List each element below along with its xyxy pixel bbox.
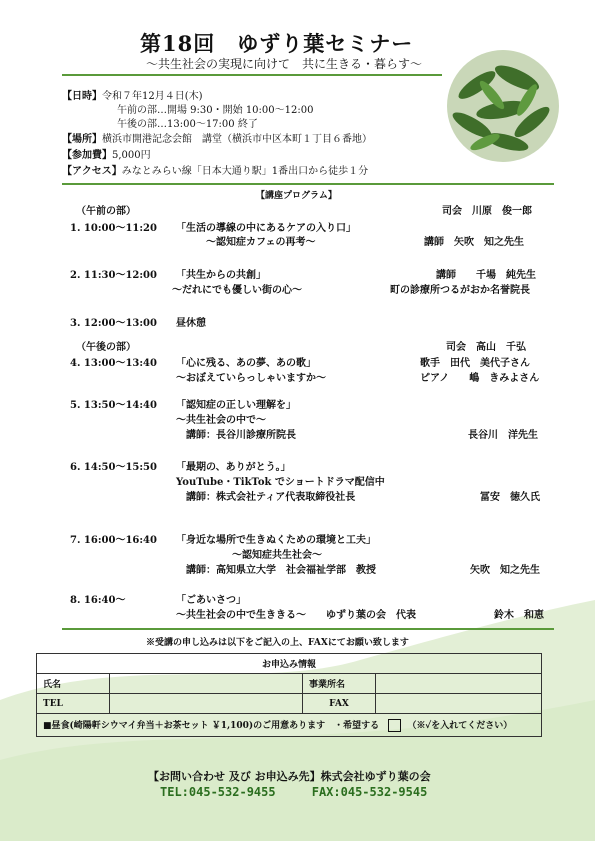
item-6-sub: YouTube・TikTok でショートドラマ配信中 [176,477,385,488]
lunch-row [37,714,542,737]
fee-row: 【参加費】5,000円 [62,150,151,161]
date-row: 【日時】令和７年12月４日(木) [62,91,203,102]
item-8-title: 「ごあいさつ」 [176,595,246,606]
item-5-sub: ～共生社会の中で～ [176,415,266,426]
fax-label: FAX [303,694,376,714]
item-8-speaker: 鈴木 和恵 [494,610,544,621]
page-subtitle: ～共生社会の実現に向けて 共に生きる・暮らす～ [146,57,423,71]
tel-field[interactable] [110,694,303,714]
name-label: 氏名 [37,674,110,694]
am-mc: 司会 川原 俊一郎 [442,206,532,217]
item-2-sub: ～だれにでも優しい街の心～ [172,285,302,296]
form-note: ※受講の申し込みは以下をご記入の上、FAXにてお願い致します [146,638,409,648]
item-6-lecturer: 講師：株式会社ティア代表取締役社長 [186,492,356,503]
item-3-title: 昼休憩 [176,318,206,329]
pm-label: （午後の部） [76,342,136,353]
place-row: 【場所】横浜市開港記念会館 講堂（横浜市中区本町１丁目６番地） [62,134,372,145]
office-label: 事業所名 [303,674,376,694]
item-6-title: 「最期の、ありがとう。」 [176,462,291,473]
lunch-check-note: （※✓を入れてください） [407,721,513,731]
item-5-speaker: 長谷川 洋先生 [468,430,538,441]
item-2-affiliation: 町の診療所つるがおか名誉院長 [390,285,530,296]
pm-mc: 司会 高山 千弘 [446,342,526,353]
contact-tel: TEL:045-532-9455 [160,785,276,799]
item-3-time: 3. 12:00～13:00 [70,318,157,329]
item-4-title: 「心に残る、あの夢、あの歌」 [176,358,316,369]
contact-label: 【お問い合わせ 及び お申込み先】株式会社ゆずり葉の会 [148,770,431,783]
morning-session: 午前の部…開場 9:30・開始 10:00～12:00 [117,105,314,116]
item-5-title: 「認知症の正しい理解を」 [176,400,296,411]
item-8-time: 8. 16:40～ [70,595,126,606]
access-row: 【アクセス】みなとみらい線「日本大通り駅」1番出口から徒歩１分 [62,166,369,177]
item-2-speaker: 講師 千場 純先生 [436,270,536,281]
name-field[interactable] [110,674,303,694]
info-divider [62,183,554,185]
form-heading: お申込み情報 [37,654,542,674]
item-7-title: 「身近な場所で生きぬくための環境と工夫」 [176,535,376,546]
item-4-sub: ～おぼえていらっしゃいますか～ [176,373,326,384]
item-2-title: 「共生からの共創」 [176,270,266,281]
item-2-time: 2. 11:30～12:00 [70,270,157,281]
application-form [36,653,542,737]
item-5-time: 5. 13:50～14:40 [70,400,157,411]
afternoon-session: 午後の部…13:00～17:00 終了 [117,119,258,130]
item-7-sub: ～認知症共生社会～ [232,550,322,561]
item-7-time: 7. 16:00～16:40 [70,535,157,546]
contact-fax: FAX:045-532-9545 [311,785,428,799]
item-1-sub: ～認知症カフェの再考～ [206,237,316,248]
contact-numbers [160,785,427,799]
am-label: （午前の部） [76,206,136,217]
item-8-sub: ～共生社会の中で生ききる～ ゆずり葉の会 代表 [176,610,416,621]
item-7-lecturer: 講師：高知県立大学 社会福祉学部 教授 [186,565,376,576]
item-4-singer: 歌手 田代 美代子さん [420,358,530,369]
leaf-photo [447,50,559,162]
item-4-pianist: ピアノ 嶋 きみよさん [420,373,540,384]
tel-label: TEL [37,694,110,714]
item-6-time: 6. 14:50～15:50 [70,462,157,473]
page-title: 第18回 ゆずり葉セミナー [140,31,414,56]
program-divider [62,628,554,630]
item-6-speaker: 冨安 徳久氏 [480,492,540,503]
item-7-speaker: 矢吹 知之先生 [470,565,540,576]
item-1-time: 1. 10:00～11:20 [70,223,157,234]
item-5-lecturer: 講師：長谷川診療所院長 [186,430,296,441]
header-divider [62,74,442,76]
lunch-text: ■昼食(崎陽軒シウマイ弁当＋お茶セット ￥1,100)のご用意あります ・希望する [43,721,380,731]
office-field[interactable] [376,674,542,694]
fax-field[interactable] [376,694,542,714]
item-1-speaker: 講師 矢吹 知之先生 [424,237,524,248]
item-1-title: 「生活の導線の中にあるケアの入り口」 [176,223,356,234]
item-4-time: 4. 13:00～13:40 [70,358,157,369]
lunch-checkbox[interactable] [388,719,401,732]
program-heading: 【講座プログラム】 [256,191,337,201]
